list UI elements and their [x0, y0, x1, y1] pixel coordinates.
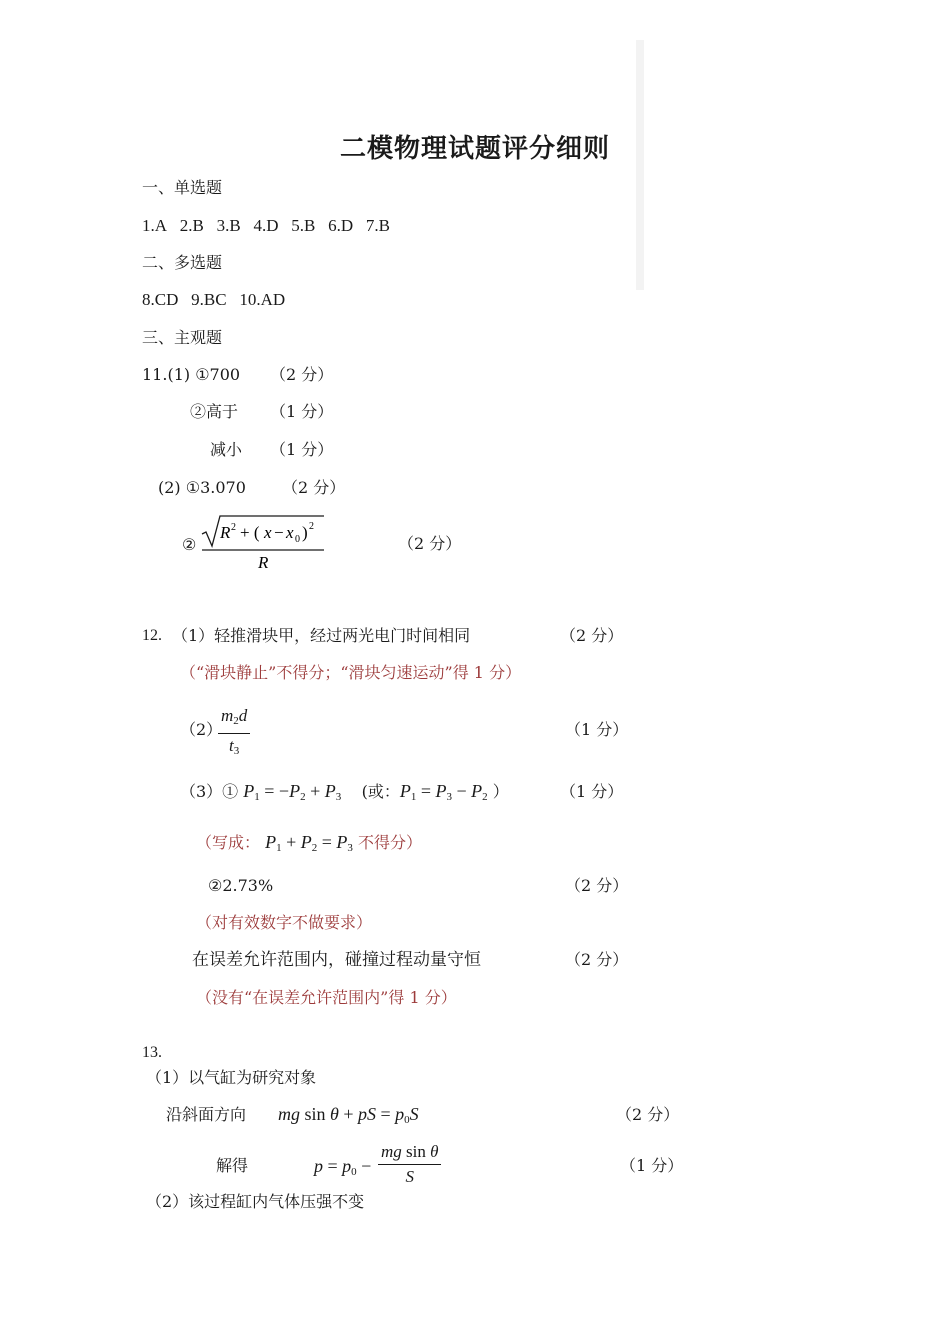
q13-score-2: （1 分） — [620, 1156, 684, 1175]
answer-item: 2.B — [179, 216, 204, 235]
answer-item: 7.B — [365, 216, 390, 235]
svg-text:): ) — [302, 523, 308, 542]
q12-eq-wrong: $P_1 + P_2 = P_3$ — [265, 832, 353, 854]
q11-label: 11.(1) — [142, 365, 191, 384]
q11-score-2b: （2 分） — [398, 534, 462, 553]
q13-label: 13. — [142, 1044, 162, 1061]
q11-answer-1c: 减小 — [210, 440, 243, 459]
svg-text:x: x — [264, 523, 272, 542]
svg-text:0: 0 — [295, 534, 300, 545]
q11-sqrt-formula — [200, 512, 330, 574]
q12-fraction-m2d-t3: $\frac{m_2d}{t_3}$ — [218, 706, 250, 761]
q12-note-3-suffix: 不得分） — [358, 833, 423, 852]
q12-part3c: 在误差允许范围内，碰撞过程动量守恒 — [192, 950, 481, 970]
scan-shadow — [636, 40, 644, 290]
q12-alt-prefix: (或： — [361, 782, 400, 801]
q11-answer-1a: ①700 — [195, 365, 241, 384]
q12-alt-suffix: ） — [492, 782, 509, 801]
q11-formula-denominator: R — [258, 553, 269, 572]
section-heading-subjective: 三、主观题 — [142, 328, 223, 347]
q12-eq-1: $P_1 = -P_2 + P_3$ — [243, 781, 342, 803]
q13-eq1: mg sin θ + pS = $p_0S$ — [278, 1104, 419, 1126]
q13-part1: （1）以气缸为研究对象 — [146, 1068, 317, 1087]
q13-fraction-mgsin-S: $\frac{\text{mg sin θ}}{S}$ — [378, 1142, 441, 1187]
svg-text:2: 2 — [231, 522, 236, 533]
svg-text:2: 2 — [309, 521, 314, 532]
q12-part3 — [180, 781, 509, 807]
q12-part2-label: （2） — [180, 720, 223, 739]
svg-text:+ (: + ( — [240, 523, 260, 542]
q11-part1-a — [142, 365, 240, 385]
q12-note-3b: （对有效数字不做要求） — [196, 913, 373, 932]
q13-eq2-left: $p = p_0$ − — [314, 1156, 372, 1178]
q12-score-3: （1 分） — [560, 782, 624, 801]
q12-score-1: （2 分） — [560, 626, 624, 645]
answer-item: 1.A — [142, 216, 168, 235]
q13-part2: （2）该过程缸内气体压强不变 — [146, 1192, 365, 1211]
q12-note-1: （“滑块静止”不得分；“滑块匀速运动”得 1 分） — [180, 663, 522, 682]
section-heading-multi-choice: 二、多选题 — [142, 253, 223, 272]
q12-part3-label: （3）① — [180, 782, 239, 801]
q12-score-3b: （2 分） — [565, 876, 629, 895]
q12-part3b: ②2.73% — [208, 876, 274, 895]
q11-answer-2a: (2) ①3.070 — [158, 478, 246, 497]
q12-part1: （1）轻推滑块甲，经过两光电门时间相同 — [172, 626, 471, 645]
page-title: 二模物理试题评分细则 — [339, 134, 610, 164]
multi-choice-answers — [142, 290, 285, 310]
answer-item: 8.CD — [142, 290, 179, 309]
q13-eq2-label: 解得 — [216, 1156, 249, 1175]
answer-item: 3.B — [216, 216, 241, 235]
answer-item: 6.D — [328, 216, 354, 235]
q12-eq-2: $P_1 = P_3 - P_2$ — [399, 781, 488, 803]
q12-note-3 — [196, 832, 422, 858]
svg-text:x: x — [286, 523, 294, 542]
q12-score-3c: （2 分） — [565, 950, 629, 969]
q12-note-3c: （没有“在误差允许范围内”得 1 分） — [196, 988, 457, 1007]
q12-note-3-prefix: （写成： — [196, 833, 261, 852]
q11-score-1b: （1 分） — [270, 402, 334, 421]
q12-score-2: （1 分） — [565, 720, 629, 739]
q11-answer-2b-marker: ② — [182, 535, 197, 554]
section-heading-single-choice: 一、单选题 — [142, 178, 223, 197]
q12-label: 12. — [142, 627, 162, 644]
q11-score-1a: （2 分） — [270, 365, 334, 384]
q11-score-1c: （1 分） — [270, 440, 334, 459]
q13-score-1: （2 分） — [616, 1105, 680, 1124]
answer-item: 10.AD — [239, 290, 286, 309]
q11-answer-1b: ②高于 — [190, 402, 239, 421]
answer-item: 5.B — [291, 216, 316, 235]
single-choice-answers — [142, 216, 390, 236]
q13-eq1-label: 沿斜面方向 — [166, 1105, 247, 1124]
answer-item: 9.BC — [191, 290, 227, 309]
answer-item: 4.D — [253, 216, 279, 235]
svg-text:−: − — [274, 523, 284, 542]
svg-text:R: R — [220, 523, 231, 542]
q11-score-2a: （2 分） — [282, 478, 346, 497]
